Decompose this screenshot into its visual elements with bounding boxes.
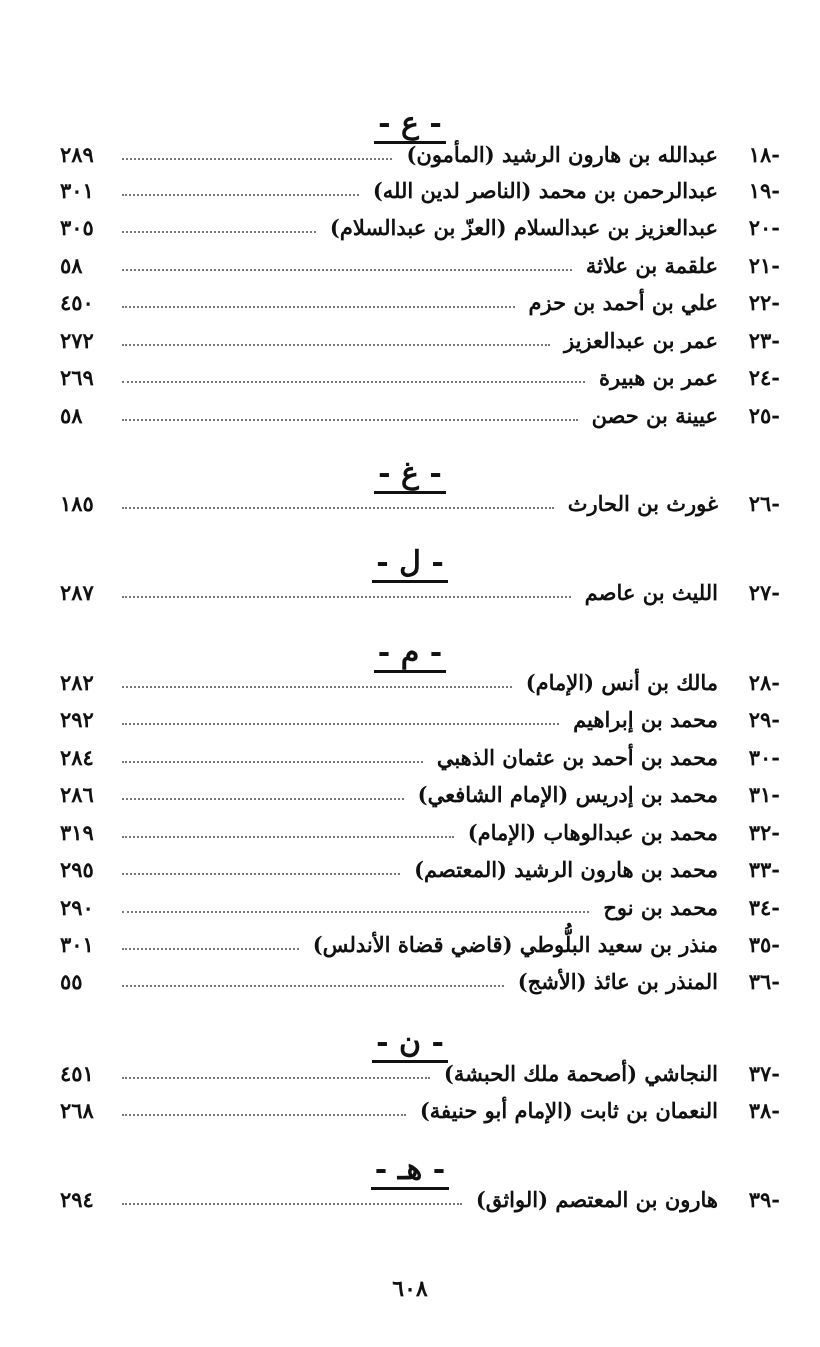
index-entry — [60, 209, 780, 245]
entry-number: -٢٧ — [748, 579, 780, 605]
entry-number: -٣٠ — [748, 744, 780, 770]
dot-leader — [122, 231, 316, 233]
entry-number: -٢٦ — [748, 490, 780, 516]
entry-number: -٢٩ — [748, 706, 780, 732]
entry-page: ٤٥٠ — [60, 289, 94, 315]
index-entry — [60, 926, 780, 962]
dot-leader — [122, 911, 589, 913]
dot-leader — [122, 419, 578, 421]
entry-number: -٣٦ — [748, 968, 780, 994]
entry-number: -٢٥ — [748, 402, 780, 428]
section-letter: - غ - — [374, 457, 446, 494]
entry-name: مالك بن أنس (الإمام) — [525, 669, 718, 695]
entry-number: -١٩ — [748, 177, 780, 203]
entry-number: -٢٠ — [748, 214, 780, 240]
entry-number: -٢٨ — [748, 669, 780, 695]
index-entry — [60, 963, 780, 999]
index-entry — [60, 1181, 780, 1217]
index-entry — [60, 397, 780, 433]
dot-leader — [122, 344, 550, 346]
index-entry — [60, 359, 780, 395]
index-entry — [60, 776, 780, 812]
dot-leader — [122, 686, 512, 688]
dot-leader — [122, 1203, 462, 1205]
entry-page: ٢٦٩ — [60, 364, 94, 390]
dot-leader — [122, 381, 585, 383]
page-number: ٦٠٨ — [392, 1276, 428, 1302]
dot-leader — [122, 194, 359, 196]
entry-name: النجاشي (أصحمة ملك الحبشة) — [443, 1060, 718, 1086]
entry-number: -٣٩ — [748, 1186, 780, 1212]
entry-name: عمر بن هبيرة — [598, 364, 718, 390]
entry-name: غورث بن الحارث — [567, 490, 718, 516]
entry-page: ٤٥١ — [60, 1060, 94, 1086]
entry-name: عمر بن عبدالعزيز — [564, 327, 718, 353]
section-letter: - ن - — [372, 1026, 448, 1063]
entry-number: -٣٢ — [748, 819, 780, 845]
entry-page: ٥٨ — [60, 252, 83, 278]
entry-page: ٣١٩ — [60, 819, 94, 845]
index-entry — [60, 485, 780, 521]
index-entry — [60, 322, 780, 358]
index-entry — [60, 814, 780, 850]
index-entry — [60, 1055, 780, 1091]
dot-leader — [122, 948, 299, 950]
entry-name: محمد بن أحمد بن عثمان الذهبي — [436, 744, 718, 770]
entry-page: ٢٩٥ — [60, 856, 94, 882]
entry-name: محمد بن نوح — [603, 894, 718, 920]
entry-name: علقمة بن علاثة — [585, 252, 718, 278]
dot-leader — [122, 269, 572, 271]
entry-page: ٣٠١ — [60, 931, 94, 957]
dot-leader — [122, 507, 554, 509]
index-entry — [60, 664, 780, 700]
dot-leader — [122, 798, 404, 800]
entry-number: -٣٧ — [748, 1060, 780, 1086]
entry-number: -١٨ — [748, 141, 780, 167]
entry-page: ٣٠١ — [60, 177, 94, 203]
dot-leader — [122, 761, 423, 763]
entry-page: ٢٩٤ — [60, 1186, 94, 1212]
entry-name: عبدالله بن هارون الرشيد (المأمون) — [406, 141, 718, 167]
dot-leader — [122, 723, 559, 725]
index-entry — [60, 284, 780, 320]
entry-page: ٥٥ — [60, 968, 83, 994]
index-entry — [60, 247, 780, 283]
index-entry — [60, 701, 780, 737]
entry-name: النعمان بن ثابت (الإمام أبو حنيفة) — [419, 1097, 718, 1123]
index-entry — [60, 889, 780, 925]
entry-name: محمد بن إدريس (الإمام الشافعي) — [417, 781, 718, 807]
entry-page: ٥٨ — [60, 402, 83, 428]
entry-number: -٢٢ — [748, 289, 780, 315]
section-letter: - ل - — [372, 546, 448, 583]
entry-page: ٢٨٢ — [60, 669, 94, 695]
entry-page: ٢٨٩ — [60, 141, 94, 167]
index-entry — [60, 136, 780, 172]
entry-page: ٢٨٧ — [60, 579, 94, 605]
entry-page: ٣٠٥ — [60, 214, 94, 240]
index-entry — [60, 172, 780, 208]
section-letter: - هـ - — [371, 1153, 449, 1190]
entry-page: ١٨٥ — [60, 490, 94, 516]
entry-name: المنذر بن عائذ (الأشج) — [517, 968, 718, 994]
entry-number: -٣٨ — [748, 1097, 780, 1123]
dot-leader — [122, 596, 571, 598]
entry-name: محمد بن إبراهيم — [573, 706, 718, 732]
entry-name: علي بن أحمد بن حزم — [528, 289, 718, 315]
entry-name: الليث بن عاصم — [584, 579, 718, 605]
dot-leader — [122, 1114, 406, 1116]
index-entry — [60, 574, 780, 610]
dot-leader — [122, 1077, 430, 1079]
entry-name: محمد بن عبدالوهاب (الإمام) — [467, 819, 718, 845]
entry-name: عبدالعزيز بن عبدالسلام (العزّ بن عبدالسلام) — [329, 214, 718, 240]
index-entry — [60, 1092, 780, 1128]
entry-number: -٢٣ — [748, 327, 780, 353]
entry-page: ٢٦٨ — [60, 1097, 94, 1123]
dot-leader — [122, 985, 504, 987]
dot-leader — [122, 158, 392, 160]
dot-leader — [122, 306, 515, 308]
entry-name: محمد بن هارون الرشيد (المعتصم) — [414, 856, 718, 882]
entry-name: عبدالرحمن بن محمد (الناصر لدين الله) — [372, 177, 718, 203]
index-entry — [60, 739, 780, 775]
entry-page: ٢٨٤ — [60, 744, 94, 770]
section-letter: - م - — [374, 636, 446, 673]
entry-number: -٢٤ — [748, 364, 780, 390]
index-entry — [60, 851, 780, 887]
entry-page: ٢٩٠ — [60, 894, 94, 920]
entry-number: -٣٤ — [748, 894, 780, 920]
dot-leader — [122, 873, 400, 875]
entry-name: هارون بن المعتصم (الواثق) — [475, 1186, 718, 1212]
entry-number: -٣١ — [748, 781, 780, 807]
entry-number: -٣٣ — [748, 856, 780, 882]
entry-name: منذر بن سعيد البلُّوطي (قاضي قضاة الأندلس) — [312, 931, 718, 957]
entry-name: عيينة بن حصن — [591, 402, 718, 428]
entry-page: ٢٨٦ — [60, 781, 94, 807]
entry-page: ٢٩٢ — [60, 706, 94, 732]
dot-leader — [122, 836, 454, 838]
section-letter: - ع - — [374, 107, 446, 144]
entry-number: -٢١ — [748, 252, 780, 278]
entry-number: -٣٥ — [748, 931, 780, 957]
entry-page: ٢٧٢ — [60, 327, 94, 353]
